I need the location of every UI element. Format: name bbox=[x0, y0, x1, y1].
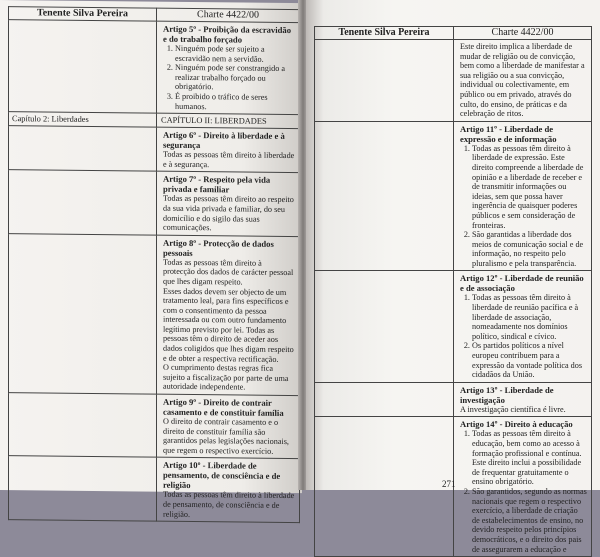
article-12-list bbox=[460, 293, 587, 379]
empty-cell bbox=[9, 126, 157, 172]
list-item: 2. São garantidas a liberdade dos meios de comunicação social e de informação, no respeito pelo pluralismo e pela transparência. bbox=[472, 230, 587, 268]
header-author: Tenente Silva Pereira bbox=[9, 7, 157, 22]
article-5-list bbox=[163, 44, 295, 113]
list-item: 2. Ninguém pode ser constrangido a realizar trabalho forçado ou obrigatório. bbox=[175, 63, 295, 93]
article-10-cell bbox=[157, 458, 300, 523]
article-10-text: Todas as pessoas têm direito à liberdade de pensamento, de consciência e de religião. bbox=[163, 490, 295, 519]
left-page bbox=[0, 0, 302, 519]
empty-cell bbox=[9, 456, 157, 521]
article-11-cell bbox=[454, 121, 592, 271]
chapter-right: CAPÍTULO II: LIBERDADES bbox=[157, 113, 300, 128]
empty-cell bbox=[315, 382, 454, 417]
article-12-title: Artigo 12º - Liberdade de reunião e de associação bbox=[460, 273, 584, 294]
article-14-list bbox=[460, 429, 587, 554]
article-11-title: Artigo 11º - Liberdade de expressão e de informação bbox=[460, 123, 557, 144]
article-12-cell bbox=[454, 271, 592, 382]
empty-cell bbox=[315, 40, 454, 122]
empty-cell bbox=[9, 170, 157, 235]
left-table bbox=[8, 6, 300, 523]
article-13-title: Artigo 13º - Liberdade de investigação bbox=[460, 384, 554, 405]
article-6-text: Todas as pessoas têm direito à liberdade e à segurança. bbox=[163, 149, 295, 169]
article-7-title: Artigo 7º - Respeito pela vida privada e familiar bbox=[163, 174, 271, 195]
list-item: 1. Todas as pessoas têm direito à liberdade de reunião pacífica e à liberdade de associação, nomeadamente nos domínios político, sindical e cívico. bbox=[472, 293, 587, 341]
list-item: 2. São garantidos, segundo as normas nacionais que regem o respectivo exercício, a liberdade de criação de estabelecimentos de ensino, no devido respeito pelos princípios democráticos, e o direito dos pais de assegurarem a educação e bbox=[472, 487, 587, 554]
article-5-title: Artigo 5º - Proibição da escravidão e do trabalho forçado bbox=[163, 23, 291, 45]
list-item: 1. Todas as pessoas têm direito à educação, bem como ao acesso à formação profissional e contínua. Este direito inclui a possibilidade de frequentar gratuitamente o ensino obrigatório. bbox=[472, 429, 587, 487]
article-6-cell bbox=[157, 127, 300, 173]
header-author: Tenente Silva Pereira bbox=[315, 27, 454, 40]
article-11-list bbox=[460, 144, 587, 269]
empty-cell bbox=[9, 393, 157, 458]
empty-cell bbox=[315, 121, 454, 271]
list-item: 2. Os partidos políticos a nível europeu contribuem para a expressão da vontade política dos cidadãos da União. bbox=[472, 341, 587, 379]
right-table bbox=[314, 26, 592, 557]
article-13-text: A investigação científica é livre. bbox=[460, 404, 566, 414]
empty-cell bbox=[9, 20, 157, 114]
list-item: 1. Todas as pessoas têm direito à liberdade de expressão. Este direito compreende a liberdade de opinião e a liberdade de receber e de transmitir informações ou ideias, sem que possa haver ingerência de quaisquer poderes públicos e sem consideração de fronteiras. bbox=[472, 144, 587, 230]
header-charter: Charte 4422/00 bbox=[454, 27, 592, 40]
article-7-text: Todas as pessoas têm direito ao respeito da sua vida privada e familiar, do seu domicílio e do sigilo das suas comunicações. bbox=[163, 194, 294, 233]
article-10-cont-cell bbox=[454, 40, 592, 122]
article-5-cell bbox=[157, 21, 300, 115]
article-7-cell bbox=[157, 171, 300, 236]
page-number: 271 bbox=[442, 479, 456, 489]
article-10-title: Artigo 10º - Liberdade de pensamento, de consciência e de religião bbox=[163, 460, 281, 491]
article-8-cell bbox=[157, 235, 300, 396]
article-8-title: Artigo 8º - Protecção de dados pessoais bbox=[163, 237, 274, 258]
empty-cell bbox=[9, 233, 157, 394]
article-14-title: Artigo 14º - Direito à educação bbox=[460, 419, 573, 430]
article-9-title: Artigo 9º - Direito de contrair casamento e de constituir família bbox=[163, 396, 284, 419]
article-8-p3: O cumprimento destas regras fica sujeito a fiscalização por parte de uma autoridade independente. bbox=[163, 362, 289, 393]
empty-cell bbox=[315, 271, 454, 382]
article-8-p2: Esses dados devem ser objecto de um tratamento leal, para fins específicos e com o consentimento da pessoa interessada ou com outro fundamento legítimo previsto por lei. Todas as pessoas têm o direito de aceder aos dados coligidos que lhes digam respeito e de obter a respectiva rectificação. bbox=[163, 286, 294, 364]
list-item: 3. É proibido o tráfico de seres humanos. bbox=[175, 92, 295, 112]
article-9-text: O direito de contrair casamento e o direito de constituir família são garantidos pelas legislações nacionais, que regem o respectivo exercício. bbox=[163, 416, 289, 456]
right-page bbox=[306, 0, 600, 554]
list-item: 1. Ninguém pode ser sujeito a escravidão nem a servidão. bbox=[175, 44, 295, 64]
article-13-cell bbox=[454, 382, 592, 417]
article-14-cell bbox=[454, 417, 592, 557]
article-9-cell bbox=[157, 394, 300, 459]
article-10-continuation: Este direito implica a liberdade de mudar de religião ou de convicção, bem como a liberdade de manifestar a sua religião ou a sua convicção, individual ou colectivamente, em público ou em privado, através do culto, do ensino, de práticas e da celebração de ritos. bbox=[460, 42, 585, 119]
chapter-left: Capítulo 2: Liberdades bbox=[9, 112, 157, 128]
header-charter: Charte 4422/00 bbox=[157, 8, 300, 22]
empty-cell bbox=[315, 417, 454, 557]
article-6-title: Artigo 6º - Direito à liberdade e à segurança bbox=[163, 129, 285, 151]
article-8-p1: Todas as pessoas têm direito à protecção dos dados de carácter pessoal que lhes digam respeito. bbox=[163, 257, 294, 287]
